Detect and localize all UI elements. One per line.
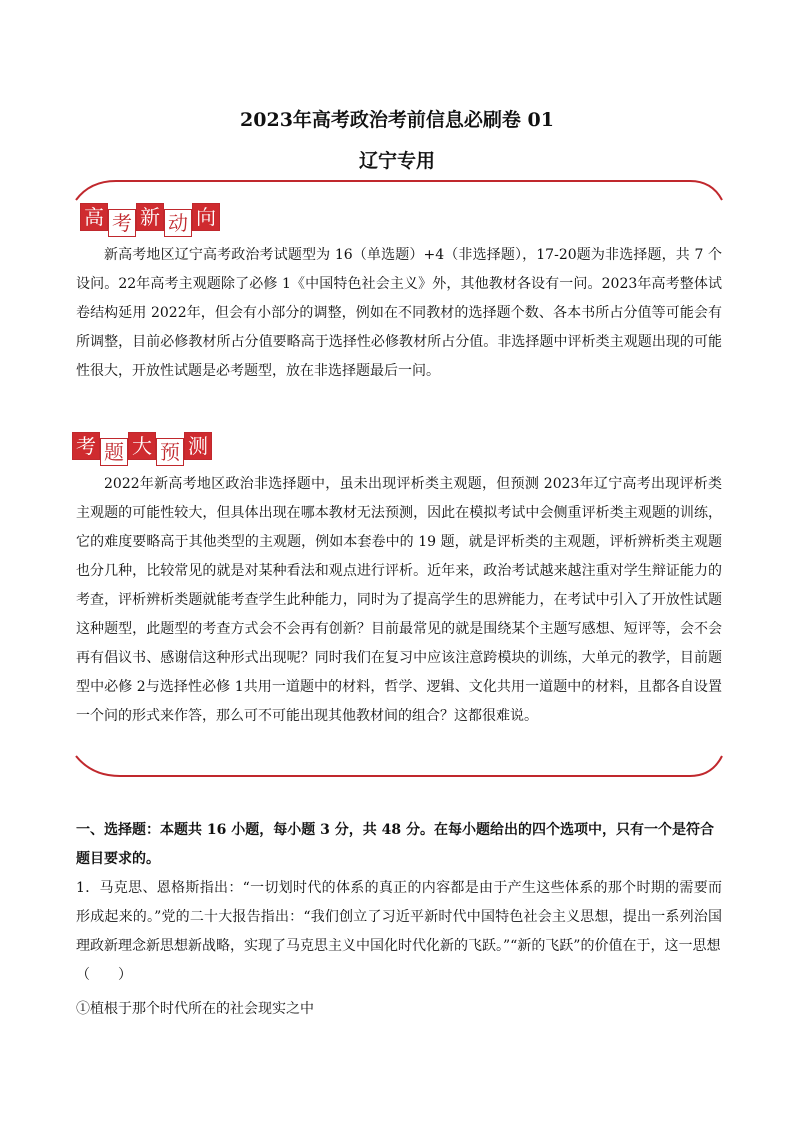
question-1-option-1: ①植根于那个时代所在的社会现实之中 xyxy=(76,1001,314,1017)
top-frame-arc xyxy=(76,181,722,200)
badge-char: 考 xyxy=(72,432,100,460)
question-section-heading: 一、选择题：本题共 16 小题，每小题 3 分，共 48 分。在每小题给出的四个选项中，只有一个是符合题目要求的。 xyxy=(76,822,714,867)
badge-char: 高 xyxy=(80,203,108,231)
question-1-answer-blank: （ ） xyxy=(76,967,132,983)
badge-char: 题 xyxy=(100,438,128,466)
badge-char: 考 xyxy=(108,209,136,237)
badge-char: 新 xyxy=(136,203,164,231)
badge-char: 大 xyxy=(128,432,156,460)
page-title: 2023年高考政治考前信息必刷卷 01 xyxy=(240,109,554,131)
badge-char: 向 xyxy=(192,203,220,231)
section2-paragraph: 2022年新高考地区政治非选择题中，虽未出现评析类主观题，但预测 2023年辽宁高考出现评析类主观题的可能性较大，但具体出现在哪本教材无法预测，因此在模拟考试中会侧重评析类主观题的训练，它的难度要略高于其他类型的主观题，例如本套卷中的 19 题，就是评析类的主观题，评析辨析类主观题也分几种，比较常见的就是对某种看法和观点进行评析。近年来，政治考试越来越注重对学生辩证能力的考查，评析辨析类题就能考查学生此种能力，同时为了提高学生的思辨能力，在考试中引入了开放性试题这种题型，此题型的考查方式会不会再有创新？目前最常见的就是围绕某个主题写感想、短评等，会不会再有倡议书、感谢信这种形式出现呢？同时我们在复习中应该注意跨模块的训练，大单元的教学，目前题型中必修 2与选择性必修 1共用一道题中的材料，哲学、逻辑、文化共用一道题中的材料，且都各自设置一个问的形式来作答，那么可不可能出现其他教材间的组合？这都很难说。 xyxy=(76,476,722,724)
bottom-frame-arc xyxy=(76,756,722,776)
section-badge-gaokao-trend xyxy=(80,203,220,237)
badge-char: 测 xyxy=(184,432,212,460)
question-1-text: 1．马克思、恩格斯指出：“一切划时代的体系的真正的内容都是由于产生这些体系的那个时期的需要而形成起来的。”党的二十大报告指出：“我们创立了习近平新时代中国特色社会主义思想，提出一系列治国理政新理念新思想新战略，实现了马克思主义中国化时代化新的飞跃。”“新的飞跃”的价值在于，这一思想 xyxy=(76,880,722,954)
section-badge-exam-prediction xyxy=(72,432,212,466)
badge-char: 预 xyxy=(156,438,184,466)
section1-paragraph: 新高考地区辽宁高考政治考试题型为 16（单选题）+4（非选择题），17-20题为非选择题，共 7 个设问。22年高考主观题除了必修 1《中国特色社会主义》外，其他教材各设有一问。2023年高考整体试卷结构延用 2022年，但会有小部分的调整，例如在不同教材的选择题个数、各本书所占分值等可能会有所调整，目前必修教材所占分值要略高于选择性必修教材所占分值。非选择题中评析类主观题出现的可能性很大，开放性试题是必考题型，放在非选择题最后一问。 xyxy=(76,247,722,379)
badge-char: 动 xyxy=(164,209,192,237)
page-subtitle: 辽宁专用 xyxy=(358,150,435,172)
